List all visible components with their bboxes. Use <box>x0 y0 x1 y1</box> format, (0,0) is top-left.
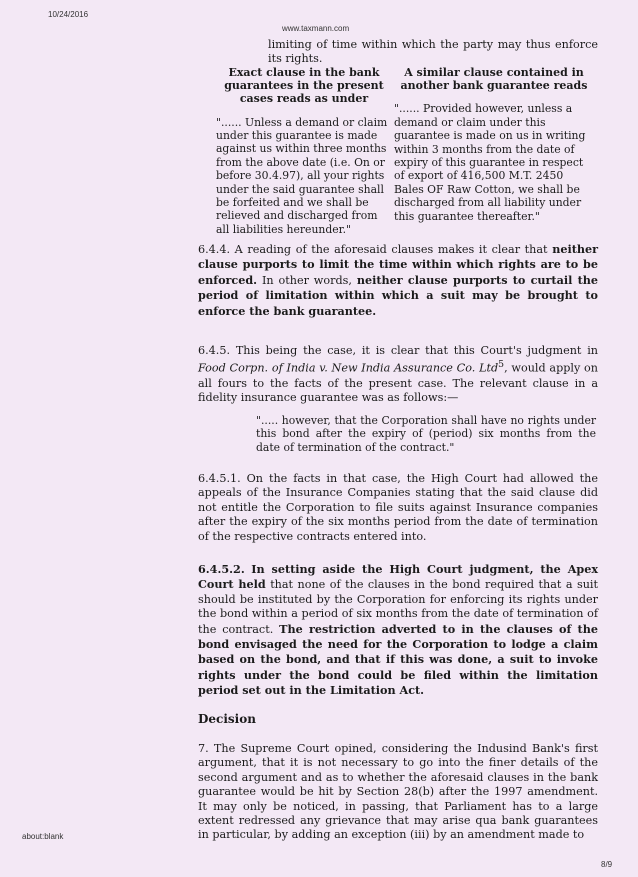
para-emphasis: neither clause purports to curtail the period of limitation within which a suit may be brought to enforce the bank guarantee. <box>198 272 599 318</box>
para-number: 6.4.5. <box>198 344 231 357</box>
para-text: , would apply on all fours to the facts of the present case. The relevant clause in a fidelity insurance guarantee was as follows:— <box>198 362 598 404</box>
case-name: Food Corpn. of India v. New India Assurance Co. Ltd <box>198 362 499 376</box>
left-clause-body: "...... Unless a demand or claim under this guarantee is made against us within three months from the above date (i.e. On or before 30.4.97), all your rights under the said guarantee shall be forfeited and we shall be relieved and discharged from all liabilities hereunder." <box>216 115 388 236</box>
left-clause-column <box>216 66 392 236</box>
para-emphasis: neither clause purports to limit the time within which rights are to be enforced. <box>198 242 599 287</box>
para-text: A reading of the aforesaid clauses makes it clear that <box>234 243 548 256</box>
paragraph-7 <box>198 742 598 843</box>
para-emphasis: In setting aside the High Court judgment, the Apex Court held <box>198 562 598 592</box>
print-footer-url: about:blank <box>22 832 64 841</box>
print-url: www.taxmann.com <box>282 24 350 33</box>
paragraph-6-4-5 <box>198 344 598 405</box>
print-date: 10/24/2016 <box>48 10 89 19</box>
para-number: 7. <box>198 742 209 755</box>
right-clause-column <box>394 66 594 223</box>
para-text: In other words, <box>261 273 352 287</box>
right-clause-heading: A similar clause contained in another bank guarantee reads <box>400 66 588 93</box>
decision-heading: Decision <box>198 712 256 726</box>
para-text: On the facts in that case, the High Court had allowed the appeals of the Insurance Companies stating that the said clause did not entitle the Corporation to file suits against Insurance companies after the expiry of the six months period from the date of termination of the respective contracts entered into. <box>198 472 599 543</box>
page-number: 8/9 <box>601 860 613 869</box>
paragraph-6-4-5-2 <box>198 562 598 699</box>
para-number: 6.4.5.2. <box>198 562 245 576</box>
para-text: This being the case, it is clear that this Court's judgment in <box>235 344 598 357</box>
para-text: The Supreme Court opined, considering the Indusind Bank's first argument, that it is not necessary to go into the finer details of the second argument and as to whether the aforesaid clauses in the bank guarantee would be hit by Section 28(b) after the 1997 amendment. It may only be noticed, in passing, that Parliament has to a large extent redressed any grievance that may arise qua bank guarantees in particular, by adding an exception (iii) by an amendment made to <box>198 742 598 842</box>
para-text: that none of the clauses in the bond required that a suit should be instituted by the Corporation for enforcing its rights under the bond within a period of six months from the date of termination of the contract. <box>198 578 599 636</box>
para-number: 6.4.5.1. <box>198 472 241 485</box>
para-emphasis: The restriction adverted to in the clauses of the bond envisaged the need for the Corporation to lodge a claim based on the bond, and that if this was done, a suit to invoke rights under the bond could be filed within the limitation period set out in the Limitation Act. <box>198 621 598 698</box>
left-clause-heading: Exact clause in the bank guarantees in the present cases reads as under <box>224 66 384 106</box>
paragraph-6-4-5-1 <box>198 472 598 544</box>
quote-clause: "..... however, that the Corporation shall have no rights under this bond after the expiry of (period) six months from the date of termination of the contract." <box>256 414 596 454</box>
para-number: 6.4.4. <box>198 243 231 256</box>
footnote-ref: 5 <box>498 359 505 371</box>
right-clause-body: "...... Provided however, unless a demand or claim under this guarantee is made on us in writing within 3 months from the date of expiry of this guarantee in respect of export of 416,500 M.T. 2450 Bales OF Raw Cotton, we shall be discharged from all liability under this guarantee thereafter." <box>394 102 586 223</box>
intro-paragraph: limiting of time within which the party may thus enforce its rights. <box>268 38 598 65</box>
paragraph-6-4-4 <box>198 242 598 319</box>
